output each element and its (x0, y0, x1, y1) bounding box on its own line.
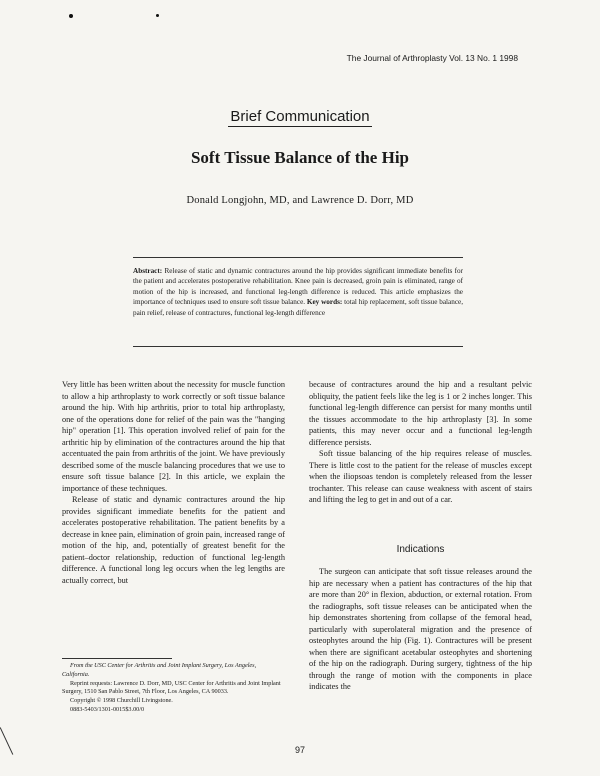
left-column (62, 379, 285, 586)
footnote-code: 0883-5403/1301-0015$3.00/0 (70, 705, 145, 713)
body-paragraph: Release of static and dynamic contractures around the hip provides significant immediate benefits for the patient and accelerates postoperative rehabilitation. The patient benefits by a decrease in knee pain, elimination of groin pain, increased range of motion of the hip, and, potentially of greatest benefit for the patient–doctor relationship, reduction of functional leg-length difference. A functional long leg occurs when the leg lengths are actually correct, but (62, 495, 286, 585)
subheading-indications: Indications (396, 544, 445, 555)
scan-speck (69, 14, 73, 18)
journal-header: The Journal of Arthroplasty Vol. 13 No. 1 1998 (346, 53, 518, 63)
keywords-text: total hip replacement, soft tissue balance, pain relief, release of contractures, functional leg-length difference (133, 298, 463, 317)
page-number: 97 (294, 745, 305, 755)
section-heading (0, 108, 600, 127)
body-paragraph: Soft tissue balancing of the hip requires release of muscles. There is little cost to the patient for the release of muscles except when the iliopsoas tendon is completely released from the lesser trochanter. This release can cause weakness with ascent of stairs and lifting the leg to get in and out of a car. (309, 449, 532, 504)
article-title: Soft Tissue Balance of the Hip (190, 148, 410, 167)
body-paragraph: The surgeon can anticipate that soft tissue releases around the hip are necessary when a patient has contractures of the hip that are more than 20° in flexion, abduction, or external rotation. From the radiographs, soft tissue releases can be anticipated when the hip demonstrates shortening from collapse of the femoral head, particularly with superolateral migration and the presence of osteophytes around the hip (Fig. 1). Contractures will be present when there are significant acetabular osteophytes and shortening of the hip on the radiograph. During surgery, tightness of the hip through the range of motion with the components in place indicates the (309, 567, 532, 691)
footnote-rule (62, 658, 172, 659)
footnote-reprints: Reprint requests: Lawrence D. Dorr, MD, USC Center for Arthritis and Joint Implant Surgery, 1510 San Pablo Street, 7th Floor, Los Angeles, CA 90033. (62, 679, 281, 696)
footnote-affiliation: From the USC Center for Arthritis and Joint Implant Surgery, Los Angeles, California. (62, 662, 257, 678)
body-paragraph: Very little has been written about the necessity for muscle function to allow a hip arthroplasty to work correctly or soft tissue balance around the hip. With hip arthritis, prior to total hip arthroplasty, one of the operations done for relief of the pain was the "hanging hip" operation [1]. This operation involved relief of pain for the arthritic hip by elimination of the contractures around the hip that accentuated the pain from arthritis of the joint. We have previously described some of the muscle balancing procedures that we use to ensure soft tissue balance [2]. In this article, we explain the importance of these techniques. (62, 380, 285, 493)
article-authors: Donald Longjohn, MD, and Lawrence D. Dorr, MD (186, 195, 414, 206)
footnotes (62, 662, 285, 715)
abstract-text: Release of static and dynamic contractures around the hip provides significant immediate benefits for the patient and accelerates postoperative rehabilitation. Knee pain is decreased, groin pain is eliminated, range of motion of the hip is increased, and functional leg-length difference is reduced. This article emphasizes the importance of techniques used to ensure soft tissue balance. (133, 267, 464, 307)
abstract-label: Abstract: (133, 267, 163, 275)
abstract-bottom-rule (133, 346, 463, 347)
right-column-lower (309, 566, 532, 693)
abstract (133, 266, 463, 318)
section-heading-text: Brief Communication (230, 108, 370, 125)
scan-speck (156, 14, 159, 17)
right-column (309, 379, 532, 506)
footnote-copyright: Copyright © 1998 Churchill Livingstone. (70, 697, 173, 705)
abstract-top-rule (133, 257, 463, 258)
keywords-label: Key words: (306, 298, 343, 307)
body-paragraph: because of contractures around the hip and a resultant pelvic obliquity, the patient feels like the leg is 1 or 2 inches longer. This functional leg-length difference can persist for many months until the tissues accommodate to the hip arthroplasty [3]. In some patients, this may never occur and a functional leg-length difference persists. (309, 380, 532, 447)
